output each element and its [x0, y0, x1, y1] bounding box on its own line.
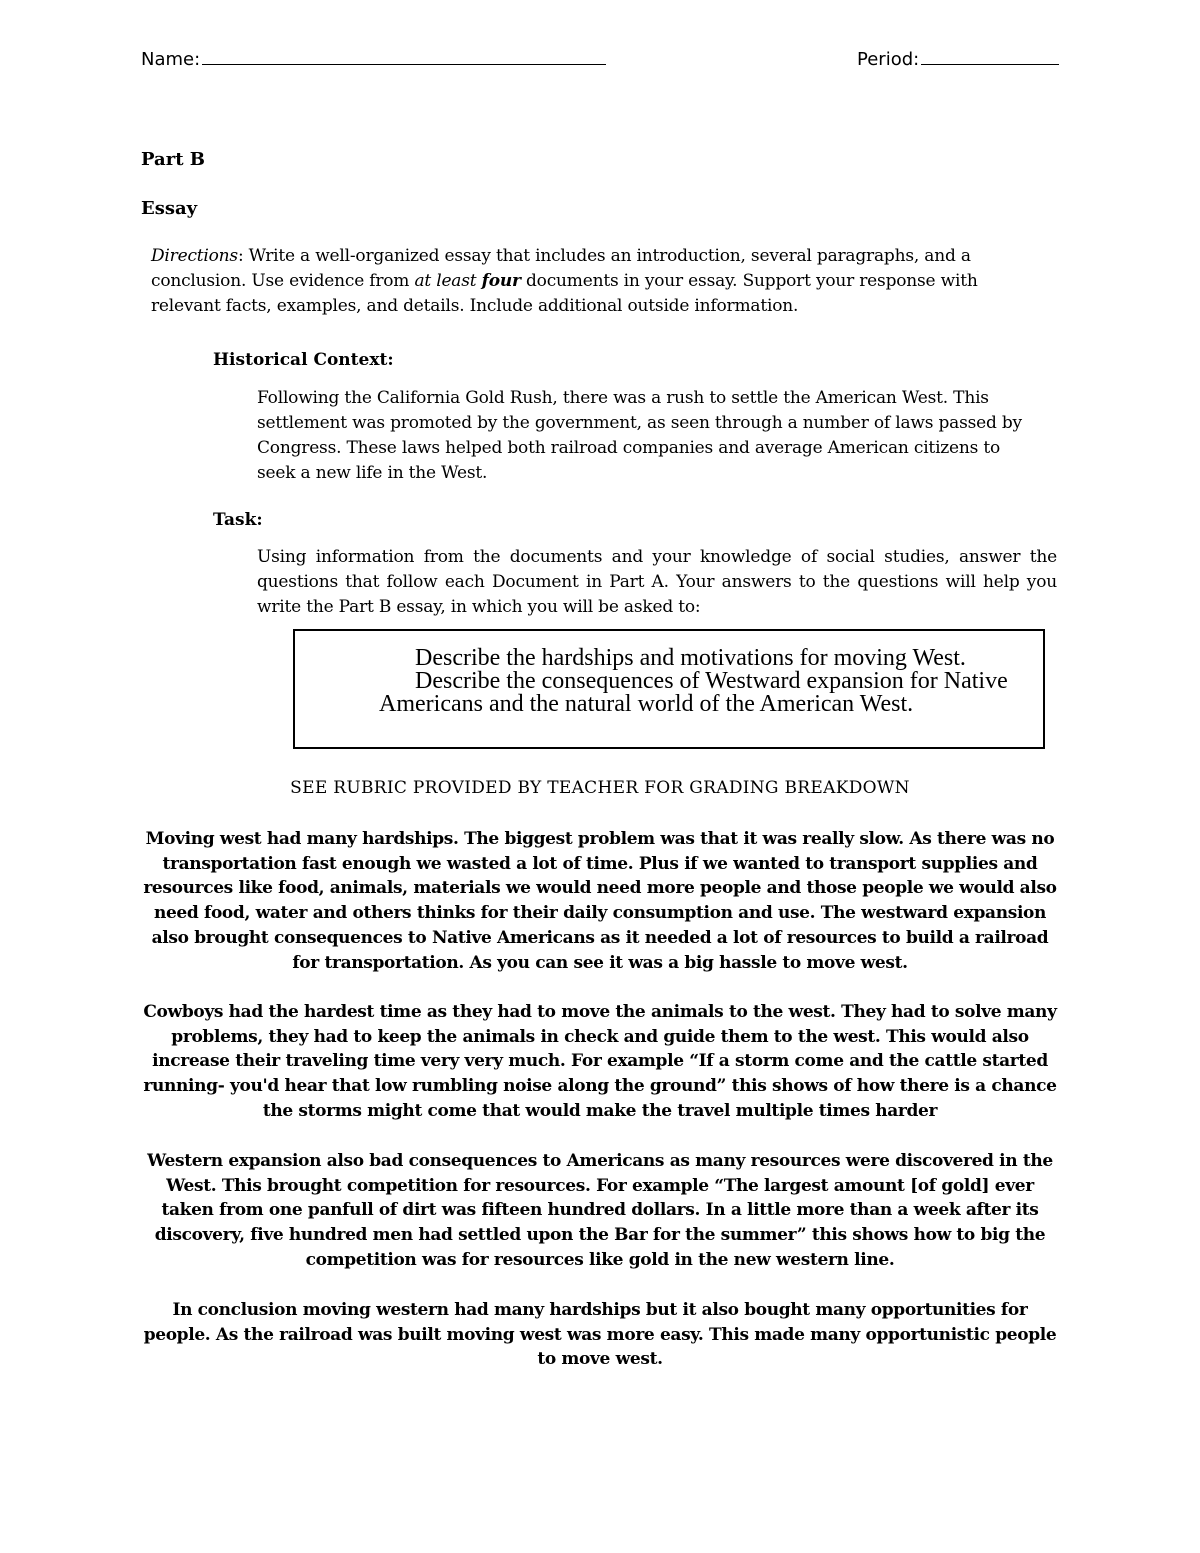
- period-label: Period:: [857, 49, 920, 70]
- period-field[interactable]: [857, 46, 1059, 70]
- directions-paragraph: [151, 244, 1031, 319]
- name-field[interactable]: [141, 46, 606, 70]
- name-blank-line[interactable]: [202, 46, 606, 65]
- task-bullet-list: [379, 647, 1019, 716]
- essay-paragraph-1: Moving west had many hardships. The biggest problem was that it was really slow. As there was no transportation fast enough we wasted a lot of time. Plus if we wanted to transport supplies and resources like food, animals, materials we would need more people and those people we would also need food, water and others thinks for their daily consumption and use. The westward expansion also brought consequences to Native Americans as it needed a lot of resources to build a railroad for transportation. As you can see it was a big hassle to move west.: [143, 829, 1057, 973]
- task-title: Task:: [213, 510, 263, 530]
- rubric-note: SEE RUBRIC PROVIDED BY TEACHER FOR GRADING BREAKDOWN: [290, 778, 910, 798]
- essay-paragraph-3: Western expansion also bad consequences to Americans as many resources were discovered in the West. This brought competition for resources. For example “The largest amount [of gold] ever taken from one panfull of dirt was fifteen hundred dollars. In a little more than a week after its discovery, five hundred men had settled upon the Bar for the summer” this shows how to big the competition was for resources like gold in the new western line.: [147, 1151, 1053, 1270]
- task-body: Using information from the documents and your knowledge of social studies, answer the questions that follow each Document in Part A. Your answers to the questions will help you write the Part B essay, in which you will be asked to:: [257, 547, 1057, 617]
- name-label: Name:: [141, 49, 201, 70]
- task-bullet-2: Describe the consequences of Westward expansion for Native Americans and the natural world of the American West.: [379, 668, 1008, 717]
- historical-context-body: Following the California Gold Rush, there was a rush to settle the American West. This settlement was promoted by the government, as seen through a number of laws passed by Congress. These laws helped both railroad companies and average American citizens to seek a new life in the West.: [257, 388, 1022, 483]
- task-box: [293, 629, 1045, 749]
- period-blank-line[interactable]: [921, 46, 1059, 65]
- directions-emphasis-at-least: at least: [414, 271, 477, 291]
- directions-label: Directions: [151, 246, 238, 266]
- section-title: Essay: [141, 198, 198, 219]
- essay-paragraph-4: In conclusion moving western had many hardships but it also bought many opportunities for people. As the railroad was built moving west was more easy. This made many opportunistic people to move west.: [143, 1300, 1057, 1370]
- historical-context-title: Historical Context:: [213, 350, 394, 370]
- directions-text-2: documents in your essay. Support your response with relevant facts, examples, and details. Include additional outside information.: [151, 271, 978, 316]
- task-bullet-1: Describe the hardships and motivations for moving West.: [415, 645, 966, 671]
- directions-emphasis-four: four: [481, 271, 521, 291]
- directions-text-1: : Write a well-organized essay that includes an introduction, several paragraphs, and a conclusion. Use evidence from: [151, 246, 971, 291]
- essay-paragraph-2: Cowboys had the hardest time as they had to move the animals to the west. They had to solve many problems, they had to keep the animals in check and guide them to the west. This would also increase their traveling time very very much. For example “If a storm come and the cattle started running- you'd hear that low rumbling noise along the ground” this shows of how there is a chance the storms might come that would make the travel multiple times harder: [143, 1002, 1057, 1121]
- part-title: Part B: [141, 149, 205, 170]
